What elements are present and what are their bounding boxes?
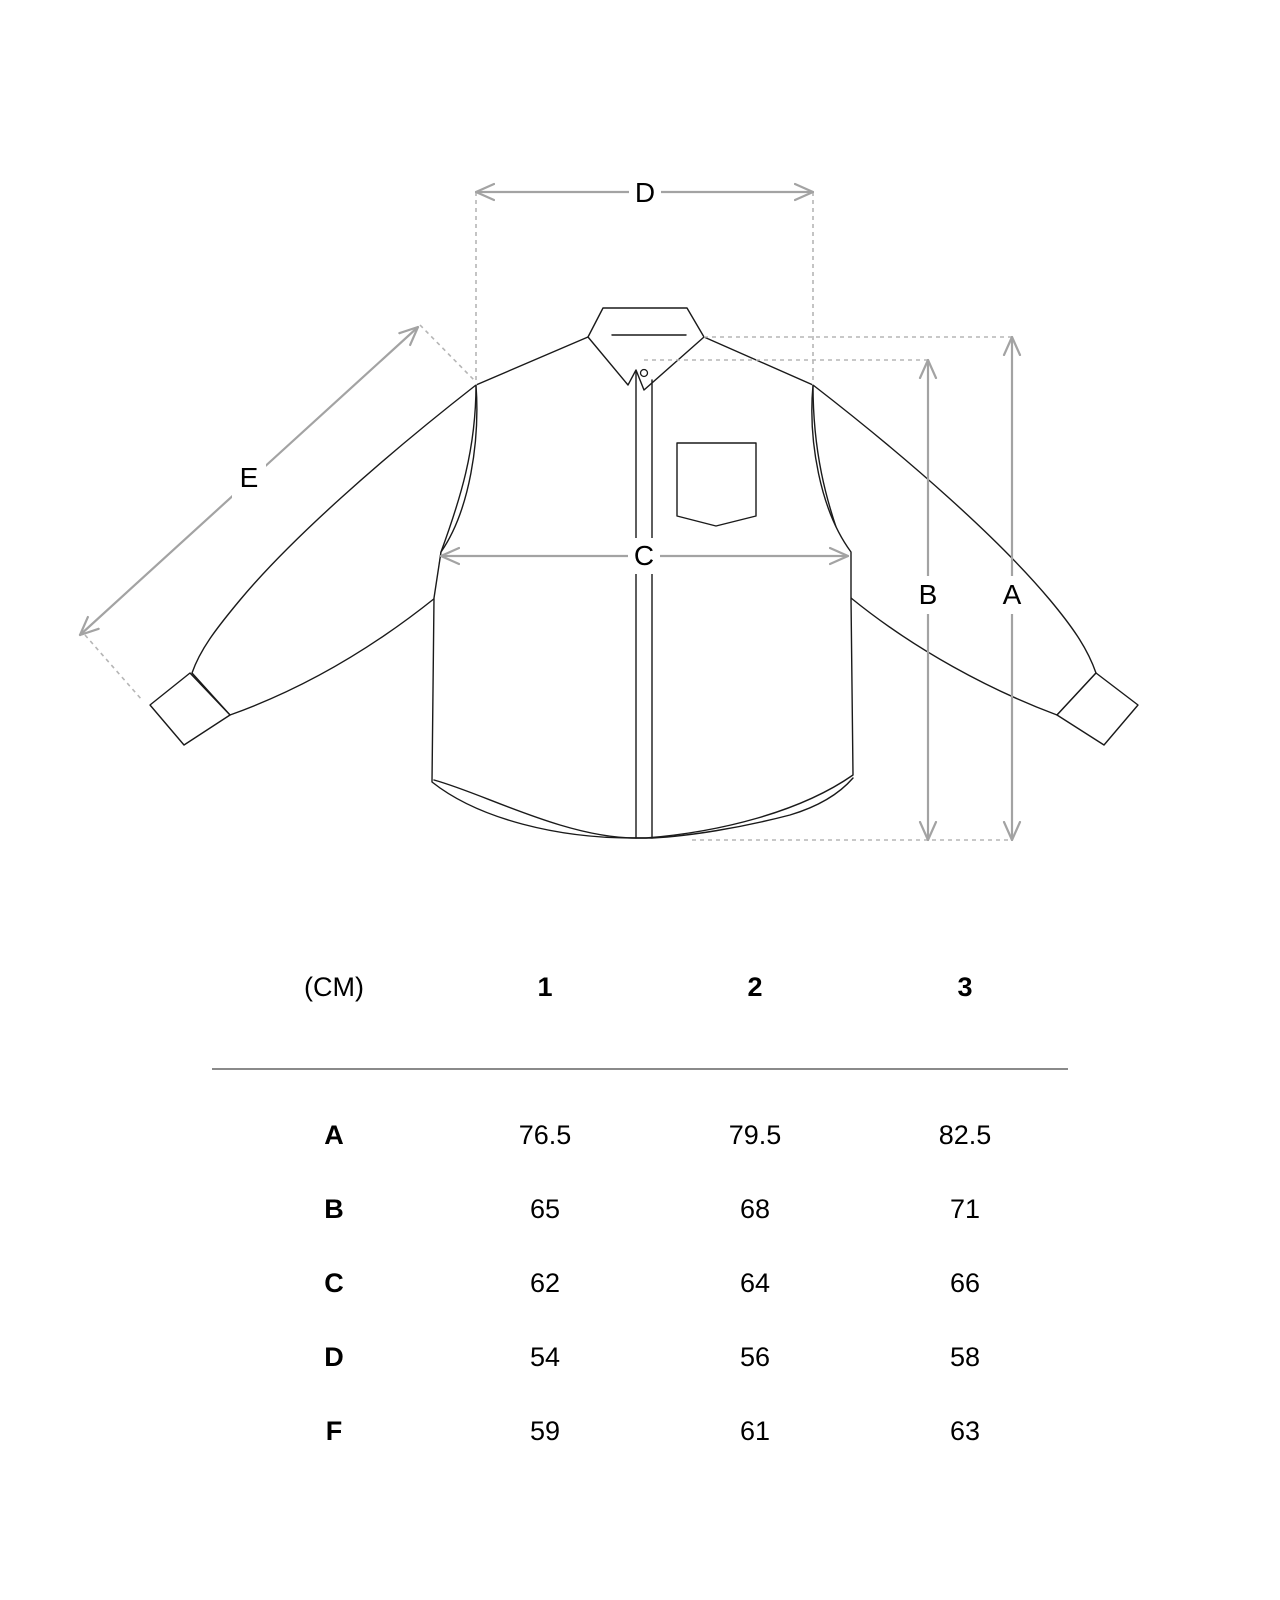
table-row: [212, 1266, 1068, 1340]
dimension-a: [996, 337, 1028, 840]
size-header: 1: [537, 972, 553, 1002]
table-cell: 66: [949, 1268, 981, 1298]
dimension-b: [912, 360, 944, 840]
dimension-d: [476, 176, 813, 210]
collar-button: [641, 370, 648, 377]
table-cell: 68: [739, 1194, 771, 1224]
table-row: [212, 1192, 1068, 1266]
row-label: B: [324, 1194, 344, 1224]
row-label: C: [324, 1268, 344, 1298]
table-cell: 63: [949, 1416, 981, 1446]
table-cell: 58: [949, 1342, 981, 1372]
table-cell: 76.5: [518, 1120, 572, 1150]
unit-label: (CM): [304, 972, 364, 1002]
size-header: 2: [747, 972, 763, 1002]
table-cell: 61: [739, 1416, 771, 1446]
table-row: [212, 1340, 1068, 1414]
table-cell: 62: [529, 1268, 561, 1298]
size-table: [212, 970, 1068, 1488]
table-cell: 82.5: [938, 1120, 992, 1150]
right-sleeve: [813, 385, 1096, 715]
table-row: [212, 1118, 1068, 1192]
dimension-e-label: E: [239, 462, 259, 493]
size-header: 3: [957, 972, 973, 1002]
table-divider: [212, 1068, 1068, 1070]
row-label: A: [324, 1120, 344, 1150]
table-cell: 54: [529, 1342, 561, 1372]
table-cell: 65: [529, 1194, 561, 1224]
table-row: [212, 1414, 1068, 1488]
table-cell: 79.5: [728, 1120, 782, 1150]
row-label: D: [324, 1342, 344, 1372]
dimension-b-label: B: [918, 579, 938, 610]
table-cell: 56: [739, 1342, 771, 1372]
table-header-row: [212, 970, 1068, 1044]
table-cell: 71: [949, 1194, 981, 1224]
dimension-a-label: A: [1002, 579, 1022, 610]
table-cell: 59: [529, 1416, 561, 1446]
row-label: F: [325, 1416, 343, 1446]
dimension-c-label: C: [633, 540, 655, 571]
dimension-d-label: D: [634, 177, 656, 208]
shirt-body: [432, 337, 853, 838]
table-cell: 64: [739, 1268, 771, 1298]
chest-pocket: [677, 443, 756, 526]
